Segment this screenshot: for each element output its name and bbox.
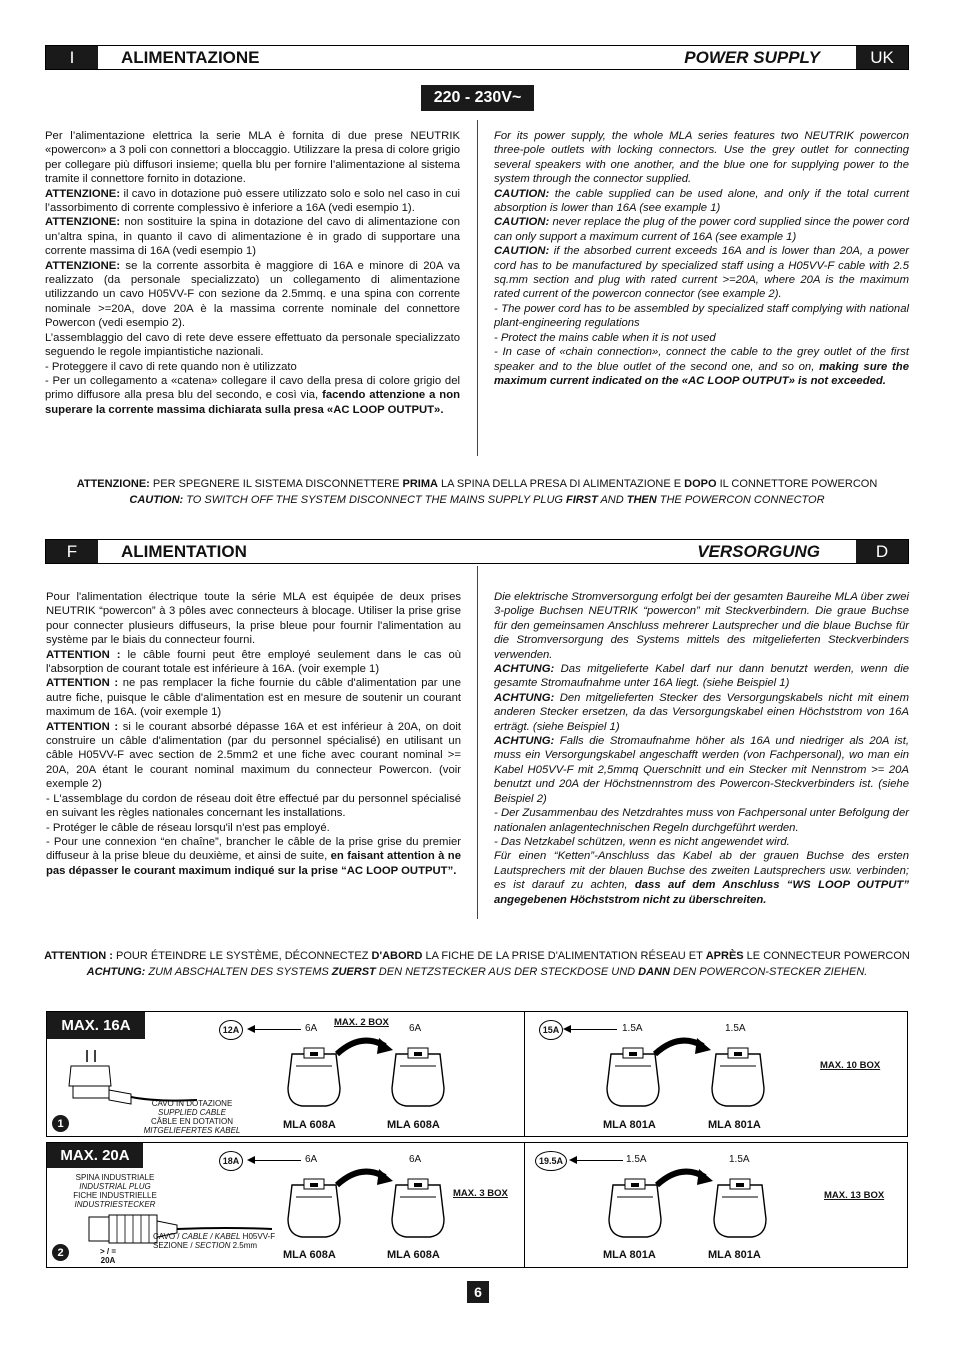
page-number: 6: [467, 1281, 489, 1303]
total-current-badge: 15A: [539, 1020, 563, 1040]
warning-label: ATTENTION :: [46, 677, 119, 690]
total-current-badge: 18A: [219, 1151, 243, 1171]
speaker-icon: [286, 1044, 342, 1114]
warning-label: ATTENZIONE:: [45, 216, 121, 229]
speaker-icon: [710, 1044, 766, 1114]
warning-label: ATTENZIONE:: [45, 259, 121, 272]
plug-caption: SPINA INDUSTRIALE INDUSTRIAL PLUG FICHE INDUSTRIELLE INDUSTRIESTECKER: [73, 1173, 157, 1209]
lang-tag-de: D: [856, 540, 908, 563]
paragraph: - Pour une connexion “en chaîne”, brancher le câble de la prise grise du premier diffuseur à la prise bleue du deuxième, et ainsi de suite, en faisant attention à ne pas dépasser le courant maximum indiqué sur la prise “AC LOOP OUTPUT”.: [46, 835, 461, 877]
paragraph: - Das Netzkabel schützen, wenn es nicht angewendet wird.: [494, 835, 790, 848]
paragraph: ACHTUNG: Falls die Stromaufnahme höher als 16A und niedriger als 20A ist, muss ein Versorgungskabel angeschafft werden (von Fachpersonal), wo man ein Kabel H05VV-F mit 2,5mmq Querschnitt und ein Stecker mit Nennstrom >= 20A benutzt und 20A der Höchstnennstrom des Powercon-Steckverbinders ist. (siehe Beispiel 2): [494, 735, 909, 805]
chain-arrow-icon: [655, 1163, 715, 1191]
speaker-model: MLA 608A: [283, 1249, 336, 1261]
warning-label: ATTENTION :: [46, 720, 119, 733]
section-header-fr-de: [45, 539, 909, 564]
max-box-label: MAX. 10 BOX: [820, 1060, 881, 1071]
text-column-de: [494, 590, 909, 907]
speaker-icon: [390, 1044, 446, 1114]
speaker-current: 6A: [409, 1023, 422, 1034]
max-current-label: MAX. 16A: [47, 1012, 145, 1039]
section-title-de: VERSORGUNG: [697, 542, 820, 561]
speaker-current: 1.5A: [725, 1023, 746, 1034]
paragraph: ATTENZIONE: se la corrente assorbita è maggiore di 16A e minore di 20A va realizzato (da personale specializzato) un collegamento di alimentazione utilizzando un cavo H05VV-F con sezione da 2.5mmq. e una spina con corrente nominale >=20A, dove 20A è la massima corrente nominale del connettore Powercon (vedi esempio 2).: [45, 259, 460, 330]
arrow-left-icon: [255, 1160, 301, 1161]
paragraph: Für einen “Ketten”-Anschluss das Kabel ab der grauen Buchse des ersten Lautsprechers mit der blauen Buchse des zweiten Lautsprechers usw. verbinden; es ist darauf zu achten, dass auf dem Anschluss “WS LOOP OUTPUT” angegebenen Höchststrom nicht zu überschreiten.: [494, 850, 909, 906]
speaker-model: MLA 608A: [387, 1249, 440, 1261]
speaker-current: 1.5A: [622, 1023, 643, 1034]
voltage-badge: 220 - 230V~: [421, 85, 534, 111]
speaker-icon: [712, 1175, 768, 1245]
warning-label: ACHTUNG:: [494, 663, 555, 676]
cable-spec-caption: CAVO / CABLE / KABEL H05VV-F SEZIONE / SECTION 2.5mm: [153, 1232, 276, 1250]
arrow-left-icon: [571, 1029, 617, 1030]
example-1-box: [46, 1011, 908, 1137]
column-divider: [477, 566, 478, 919]
section-title-it: ALIMENTAZIONE: [121, 48, 260, 67]
paragraph: ATTENZIONE: non sostituire la spina in dotazione del cavo di alimentazione con un’altra spina, in quanto il cavo di alimentazione è in grado di supportare una corrente massima di 16A (vedi esempio 1): [45, 216, 460, 258]
speaker-icon: [286, 1175, 342, 1245]
lang-tag-it: I: [46, 46, 98, 69]
warning-label: CAUTION:: [494, 187, 550, 200]
paragraph: ACHTUNG: Den mitgelieferten Stecker des Versorgungskabels nicht mit einem anderen Stecker ersetzen, da das Versorgungskabel einen Höchststrom von 16A erträgt. (siehe Beispiel 1): [494, 691, 909, 733]
paragraph: For its power supply, the whole MLA series features two NEUTRIK powercon three-pole outlets with locking connectors. Use the grey outlet for connecting several speakers with one another, and the blue one for supplying power to the system through the connector supplied.: [494, 130, 909, 186]
paragraph: - Proteggere il cavo di rete quando non è utilizzato: [45, 360, 297, 373]
switch-off-warning-it-uk: ATTENZIONE: PER SPEGNERE IL SISTEMA DISCONNETTERE PRIMA LA SPINA DELLA PRESA DI ALIMENTAZIONE E DOPO IL CONNETTORE POWERCON CAUTION: TO SWITCH OFF THE SYSTEM DISCONNECT THE MAINS SUPPLY PLUG FIRST AND THEN THE POWERCON CONNECTOR: [76, 478, 878, 506]
warning-label: ACHTUNG:: [494, 691, 555, 704]
text-column-it: [45, 129, 460, 417]
total-current-badge: 12A: [219, 1020, 243, 1040]
paragraph: - Protéger le câble de réseau lorsqu'il n'est pas employé.: [46, 821, 330, 834]
example-divider: [524, 1012, 525, 1136]
speaker-model: MLA 801A: [708, 1119, 761, 1131]
speaker-current: 6A: [305, 1023, 318, 1034]
section-title-uk: POWER SUPPLY: [684, 48, 820, 67]
paragraph: - The power cord has to be assembled by specialized staff complying with national plant-engineering regulations: [494, 302, 909, 330]
chain-arrow-icon: [653, 1032, 713, 1060]
paragraph: CAUTION: the cable supplied can be used alone, and only if the total current absorption is lower than 16A (see example 1): [494, 187, 909, 215]
example-number: 1: [52, 1115, 69, 1132]
text-column-fr: [46, 590, 461, 878]
example-2-box: [46, 1142, 908, 1268]
paragraph: L’assemblaggio del cavo di rete deve essere effettuato da personale specializzato seguendo le regole impiantistiche nazionali.: [45, 331, 460, 359]
speaker-current: 6A: [305, 1154, 318, 1165]
chain-arrow-icon: [335, 1163, 395, 1191]
paragraph: Die elektrische Stromversorgung erfolgt bei der gesamten Baureihe MLA über zwei 3-polige Buchsen NEUTRIK “powercon” mit Steckverbindern. Die graue Buchse für den gemeinsamen Anschluss mehrerer Lautsprecher und die blaue Buchse für die Stromversorgung des Systems mittels des mitgelieferten Steckverbinders verwenden.: [494, 591, 909, 661]
switch-off-warning-fr-de: ATTENTION : POUR ÉTEINDRE LE SYSTÈME, DÉCONNECTEZ D'ABORD LA FICHE DE LA PRISE D'ALIMENTATION RÉSEAU ET APRÈS LE CONNECTEUR POWERCON ACHTUNG: ZUM ABSCHALTEN DES SYSTEMS ZUERST DEN NETZSTECKER AUS DER STECKDOSE UND DANN DEN POWERCON-STECKER ZIEHEN.: [44, 950, 910, 978]
speaker-current: 1.5A: [626, 1154, 647, 1165]
warning-label: ATTENTION :: [46, 648, 121, 661]
max-box-label: MAX. 13 BOX: [824, 1190, 885, 1201]
paragraph: ATTENZIONE: il cavo in dotazione può essere utilizzato solo e solo nel caso in cui l’assorbimento di corrente complessivo è inferiore a 16A (vedi esempio 1).: [45, 187, 460, 215]
column-divider: [477, 120, 478, 456]
paragraph: CAUTION: never replace the plug of the power cord supplied since the power cord can only support a maximum current of 16A (see example 1): [494, 216, 909, 243]
section-title-fr: ALIMENTATION: [121, 542, 247, 561]
paragraph: - Der Zusammenbau des Netzdrahtes muss von Fachpersonal unter Befolgung der nationalen anlagentechnischen Regeln durchgeführt werden.: [494, 807, 909, 834]
speaker-model: MLA 801A: [603, 1119, 656, 1131]
paragraph: - In case of «chain connection», connect the cable to the grey outlet of the first speaker and to the blue outlet of the second one, and so on, making sure the maximum current indicated on the «AC LOOP OUTPUT» is not exceeded.: [494, 346, 909, 387]
max-box-label: MAX. 2 BOX: [334, 1017, 389, 1028]
warning-label: ACHTUNG:: [494, 735, 555, 748]
example-divider: [524, 1143, 525, 1267]
paragraph: ACHTUNG: Das mitgelieferte Kabel darf nur dann benutzt werden, wenn die gesamte Stromaufnahme unter 16A liegt. (siehe Beispiel 1): [494, 663, 909, 690]
speaker-model: MLA 608A: [283, 1119, 336, 1131]
paragraph: ATTENTION : ne pas remplacer la fiche fournie du câble d'alimentation par une autre fiche, puisque le câble d'alimentation est en mesure de soutenir un courant maximum de 16A. (voir exemple 1): [46, 677, 461, 719]
lang-tag-uk: UK: [856, 46, 908, 69]
plug-rating: > / = 20A: [99, 1247, 116, 1265]
speaker-model: MLA 801A: [708, 1249, 761, 1261]
paragraph: - L'assemblage du cordon de réseau doit être effectué par du personnel spécialisé en suivant les règles nationales concernant les installations.: [46, 792, 461, 820]
paragraph: CAUTION: if the absorbed current exceeds 16A and is lower than 20A, a power cord has to be manufactured by specialized staff using a H05VV-F cable with 2.5 sq.mm section and plug with rated current >=20A, where 20A is the maximum rated current of the powercon connector (see example 2).: [494, 245, 909, 301]
speaker-current: 6A: [409, 1154, 422, 1165]
paragraph: - Protect the mains cable when it is not used: [494, 331, 716, 344]
speaker-icon: [390, 1175, 446, 1245]
arrow-left-icon: [255, 1029, 301, 1030]
chain-arrow-icon: [335, 1032, 395, 1060]
warning-label: ATTENZIONE:: [45, 187, 121, 200]
paragraph: Pour l'alimentation électrique toute la série MLA est équipée de deux prises NEUTRIK “powercon” à 3 pôles avec connecteurs à blocage. Utiliser la prise grise pour connecter plusieurs diffuseurs, la prise bleue pour fournir l'alimentation au système par le biais du connecteur fourni.: [46, 591, 461, 647]
speaker-current: 1.5A: [729, 1154, 750, 1165]
speaker-model: MLA 801A: [603, 1249, 656, 1261]
example-number: 2: [52, 1244, 69, 1261]
speaker-model: MLA 608A: [387, 1119, 440, 1131]
paragraph: - Per un collegamento a «catena» collegare il cavo della presa di colore grigio del primo diffusore alla presa blu del secondo, e così via, facendo attenzione a non superare la corrente massima dichiarata sulla presa «AC LOOP OUTPUT».: [45, 374, 460, 416]
warning-label: CAUTION:: [494, 216, 550, 229]
section-header-it-uk: [45, 45, 909, 70]
paragraph: Per l’alimentazione elettrica la serie MLA è fornita di due prese NEUTRIK «powercon» a 3 poli con connettori a bloccaggio. Utilizzare la presa di colore grigio per collegare più diffusori insieme; quella blu per fornire l’alimentazione al sistema tramite il connettore fornito in dotazione.: [45, 130, 460, 186]
paragraph: ATTENTION : le câble fourni peut être employé seulement dans le cas où l'absorption de courant totale est inférieure à 16A. (voir exemple 1): [46, 648, 462, 676]
warning-label: CAUTION:: [494, 245, 550, 258]
text-column-uk: [494, 129, 909, 388]
cable-caption: CAVO IN DOTAZIONE SUPPLIED CABLE CÂBLE EN DOTATION MITGELIEFERTES KABEL: [143, 1099, 241, 1135]
max-current-label: MAX. 20A: [47, 1143, 143, 1168]
paragraph: ATTENTION : si le courant absorbé dépasse 16A et est inférieur à 20A, on doit construire un câble d'alimentation (par du personnel spécialisé) en utilisant un câble H05VV-F avec section de 2.5mm2 et une fiche avec courant nominal >= 20A, 20A étant le courant nominal maximum du connecteur Powercon. (voir exemple 2): [46, 720, 461, 791]
max-box-label: MAX. 3 BOX: [453, 1188, 508, 1199]
lang-tag-fr: F: [46, 540, 98, 563]
arrow-left-icon: [577, 1160, 623, 1161]
total-current-badge: 19.5A: [535, 1151, 567, 1171]
